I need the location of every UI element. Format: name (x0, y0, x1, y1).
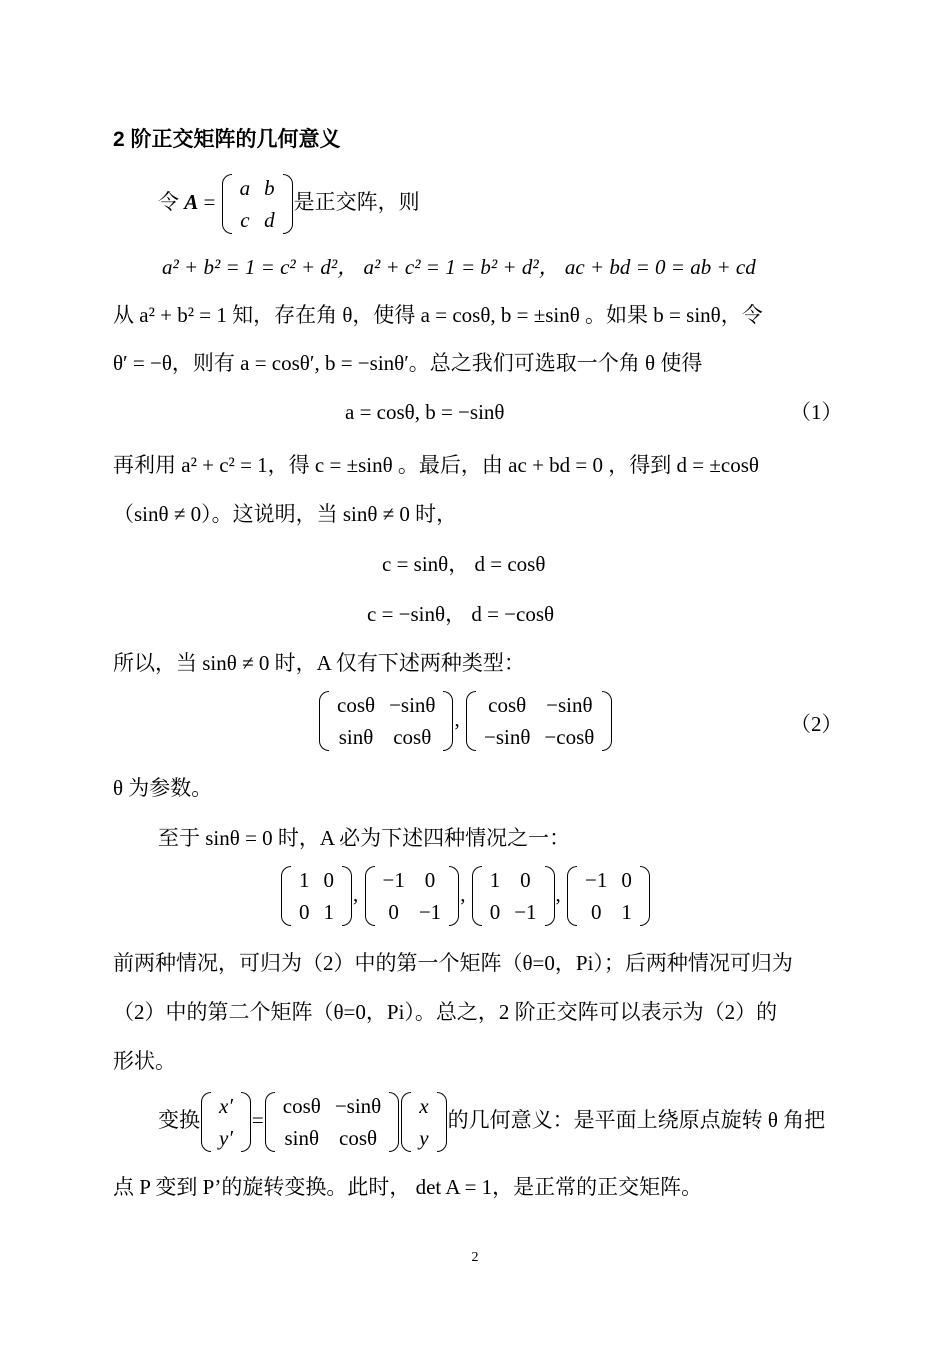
matrix-cell: −1 (382, 868, 405, 892)
matrix-separator: , (454, 706, 460, 731)
matrix-cell: a (239, 176, 251, 200)
matrix-cell: cosθ (282, 1094, 321, 1118)
matrix-cell: −cosθ (544, 725, 595, 749)
equals-sign: = (251, 1107, 264, 1132)
matrix-cell: c (240, 208, 250, 232)
matrix-cell: 1 (299, 868, 310, 892)
paragraph-line: 所以，当 sinθ ≠ 0 时，A 仅有下述两种类型： (113, 651, 525, 675)
paragraph-line: 从 a² + b² = 1 知，存在角 θ，使得 a = cosθ, b = ±sinθ 。如果 b = sinθ，令 (113, 303, 763, 327)
matrix-cell: 0 (590, 900, 602, 924)
matrix-cell: b (264, 176, 275, 200)
rotation-matrix (264, 1090, 400, 1154)
matrix-cell: x (419, 1094, 429, 1118)
matrix-cell: −sinθ (334, 1094, 382, 1118)
matrix-cell: 0 (424, 868, 436, 892)
case-matrix (364, 864, 461, 928)
matrix-cell: −1 (514, 900, 537, 924)
matrix-cell: −1 (585, 868, 608, 892)
matrix-cell: cosθ (393, 725, 432, 749)
page-number: 2 (471, 1250, 479, 1265)
paragraph-line: （2）中的第二个矩阵（θ=0，Pi）。总之，2 阶正交阵可以表示为（2）的 (113, 1000, 778, 1024)
matrix-cell: 1 (621, 900, 632, 924)
matrix-type-2 (465, 689, 613, 753)
matrix-cell: −sinθ (546, 693, 593, 717)
equation-number-2: （2） (790, 712, 843, 736)
transform-prefix: 变换 (158, 1107, 200, 1132)
matrix-cell: y′ (219, 1126, 233, 1150)
matrix-cell: 1 (323, 900, 334, 924)
matrix-cell: 0 (489, 900, 501, 924)
matrix-cell: cosθ (339, 1126, 378, 1150)
case-matrix (566, 864, 651, 928)
matrix-cell: x′ (219, 1094, 233, 1118)
case-matrix (471, 864, 556, 928)
case-equation-1: c = sinθ， d = cosθ (382, 552, 546, 576)
paragraph-line: 形状。 (113, 1049, 176, 1073)
matrix-cell: cosθ (337, 693, 376, 717)
intro-prefix: 令 (158, 189, 179, 214)
matrix-cell: 0 (299, 900, 310, 924)
matrix-cell: d (264, 208, 275, 232)
vector-rhs (400, 1090, 447, 1154)
matrix-A (221, 172, 294, 236)
intro-suffix: 是正交阵，则 (293, 189, 420, 214)
matrix-cell: 0 (323, 868, 334, 892)
paragraph-line: 至于 sinθ = 0 时，A 必为下述四种情况之一： (158, 826, 571, 850)
transform-suffix: 的几何意义：是平面上绕原点旋转 θ 角把 (447, 1107, 826, 1132)
orthogonality-equations: a² + b² = 1 = c² + d²， a² + c² = 1 = b² + d²， ac + bd = 0 = ab + cd (162, 255, 756, 279)
four-matrices-row: 1 0 0 1 , −1 0 0 −1 , 1 0 0 −1 , −1 0 0 1 (280, 864, 651, 928)
matrix-cell: −sinθ (389, 693, 436, 717)
case-equation-2: c = −sinθ， d = −cosθ (367, 602, 555, 626)
vector-lhs (200, 1090, 252, 1154)
matrix-cell: 0 (388, 900, 399, 924)
paragraph-line: θ 为参数。 (113, 776, 213, 800)
case-matrix (280, 864, 353, 928)
matrix-cell: 0 (621, 868, 632, 892)
matrix-cell: sinθ (284, 1126, 320, 1150)
paragraph-line: 再利用 a² + c² = 1，得 c = ±sinθ 。最后，由 ac + bd = 0 ，得到 d = ±cosθ (113, 453, 759, 477)
paragraph-line: （sinθ ≠ 0）。这说明，当 sinθ ≠ 0 时， (113, 502, 458, 526)
matrix-cell: 1 (489, 868, 501, 892)
paragraph-line: 前两种情况，可归为（2）中的第一个矩阵（θ=0，Pi）；后两种情况可归为 (113, 951, 793, 975)
matrix-cell: sinθ (338, 725, 374, 749)
equation-1: a = cosθ, b = −sinθ (345, 400, 505, 424)
matrix-cell: cosθ (488, 693, 527, 717)
paragraph-line: 点 P 变到 P’的旋转变换。此时， det A = 1，是正常的正交矩阵。 (113, 1175, 703, 1199)
equation-number-1: （1） (790, 400, 843, 424)
matrix-cell: 0 (520, 868, 531, 892)
matrix-cell: −1 (418, 900, 442, 924)
page-title: 2 阶正交矩阵的几何意义 (113, 128, 341, 151)
intro-line: 令 A = a b c d 是正交阵，则 (158, 172, 420, 236)
matrix-cell: −sinθ (483, 725, 531, 749)
transform-line (158, 1090, 825, 1154)
matrix-types-row (318, 689, 613, 753)
matrix-type-1 (318, 689, 454, 753)
matrix-cell: y (419, 1126, 429, 1150)
paragraph-line: θ′ = −θ，则有 a = cosθ′, b = −sinθ′。总之我们可选取一个角 θ 使得 (113, 351, 703, 375)
